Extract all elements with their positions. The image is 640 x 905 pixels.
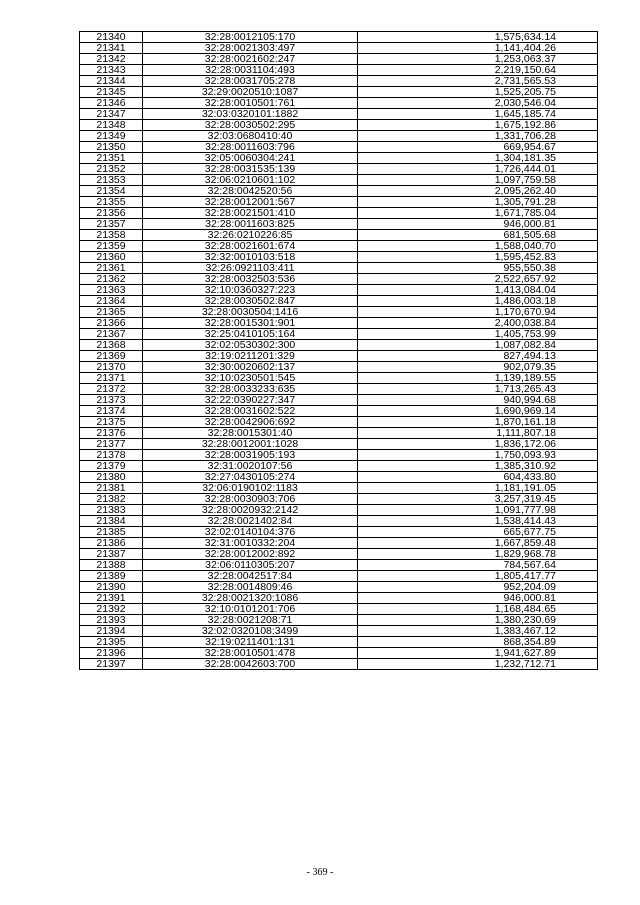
table-row [80,76,598,87]
cadastral-number-cell: 32:26:0921103:411 [143,263,358,274]
table-row [80,340,598,351]
amount-cell: 2,400,038.84 [358,318,598,329]
amount-cell: 1,087,082.84 [358,340,598,351]
cadastral-number-cell: 32:28:0015301:40 [143,428,358,439]
row-number-cell: 21349 [80,131,143,142]
table-row [80,626,598,637]
amount-cell: 2,731,565.53 [358,76,598,87]
row-number-cell: 21394 [80,626,143,637]
cadastral-number-cell: 32:10:0360327:223 [143,285,358,296]
row-number-cell: 21362 [80,274,143,285]
table-row [80,549,598,560]
table-row [80,604,598,615]
cadastral-number-cell: 32:27:0430105:274 [143,472,358,483]
row-number-cell: 21373 [80,395,143,406]
row-number-cell: 21391 [80,593,143,604]
row-number-cell: 21366 [80,318,143,329]
table-row [80,131,598,142]
row-number-cell: 21365 [80,307,143,318]
row-number-cell: 21356 [80,208,143,219]
cadastral-number-cell: 32:28:0021208:71 [143,615,358,626]
amount-cell: 1,383,467.12 [358,626,598,637]
cadastral-number-cell: 32:28:0021303:497 [143,43,358,54]
table-row [80,263,598,274]
cadastral-number-cell: 32:28:0030502:295 [143,120,358,131]
table-row [80,560,598,571]
amount-cell: 1,170,670.94 [358,307,598,318]
row-number-cell: 21378 [80,450,143,461]
table-row [80,483,598,494]
amount-cell: 1,097,759.58 [358,175,598,186]
row-number-cell: 21388 [80,560,143,571]
row-number-cell: 21371 [80,373,143,384]
table-row [80,197,598,208]
amount-cell: 1,805,417.77 [358,571,598,582]
row-number-cell: 21359 [80,241,143,252]
cadastral-number-cell: 32:06:0210601:102 [143,175,358,186]
amount-cell: 827,494.13 [358,351,598,362]
table-row [80,307,598,318]
row-number-cell: 21367 [80,329,143,340]
amount-cell: 1,595,452.83 [358,252,598,263]
cadastral-number-cell: 32:10:0101201:706 [143,604,358,615]
cadastral-number-cell: 32:28:0042603:700 [143,659,358,670]
table-row [80,252,598,263]
cadastral-number-cell: 32:28:0032503:536 [143,274,358,285]
table-row [80,648,598,659]
cadastral-number-cell: 32:28:0021602:247 [143,54,358,65]
cadastral-number-cell: 32:30:0020602:137 [143,362,358,373]
table-row [80,208,598,219]
cadastral-number-cell: 32:28:0030903:706 [143,494,358,505]
cadastral-number-cell: 32:28:0031602:522 [143,406,358,417]
amount-cell: 2,095,262.40 [358,186,598,197]
amount-cell: 1,829,968.78 [358,549,598,560]
row-number-cell: 21355 [80,197,143,208]
amount-cell: 946,000.81 [358,593,598,604]
cadastral-number-cell: 32:28:0015301:901 [143,318,358,329]
table-row [80,659,598,670]
table-row [80,582,598,593]
cadastral-number-cell: 32:31:0020107:56 [143,461,358,472]
amount-cell: 1,253,063.37 [358,54,598,65]
table-row [80,175,598,186]
cadastral-number-cell: 32:28:0012001:567 [143,197,358,208]
table-row [80,362,598,373]
row-number-cell: 21396 [80,648,143,659]
amount-cell: 1,836,172.06 [358,439,598,450]
amount-cell: 1,538,414.43 [358,516,598,527]
row-number-cell: 21342 [80,54,143,65]
amount-cell: 1,380,230.69 [358,615,598,626]
amount-cell: 3,257,319.45 [358,494,598,505]
table-row [80,153,598,164]
amount-cell: 1,486,003.18 [358,296,598,307]
table-row [80,428,598,439]
row-number-cell: 21376 [80,428,143,439]
cadastral-number-cell: 32:28:0030502:847 [143,296,358,307]
row-number-cell: 21348 [80,120,143,131]
table-row [80,538,598,549]
row-number-cell: 21377 [80,439,143,450]
amount-cell: 1,588,040.70 [358,241,598,252]
amount-cell: 2,030,546.04 [358,98,598,109]
cadastral-number-cell: 32:06:0190102:1183 [143,483,358,494]
cadastral-number-cell: 32:28:0042520:56 [143,186,358,197]
table-row [80,65,598,76]
amount-cell: 1,690,969.14 [358,406,598,417]
table-row [80,461,598,472]
row-number-cell: 21370 [80,362,143,373]
cadastral-number-cell: 32:28:0021402:84 [143,516,358,527]
table-row [80,32,598,43]
row-number-cell: 21341 [80,43,143,54]
table-row [80,450,598,461]
cadastral-number-cell: 32:28:0010501:478 [143,648,358,659]
table-row [80,373,598,384]
row-number-cell: 21385 [80,527,143,538]
cadastral-number-cell: 32:28:0010501:761 [143,98,358,109]
table-row [80,406,598,417]
cadastral-number-cell: 32:02:0530302:300 [143,340,358,351]
amount-cell: 1,667,859.48 [358,538,598,549]
amount-cell: 955,550.38 [358,263,598,274]
row-number-cell: 21397 [80,659,143,670]
amount-cell: 1,232,712.71 [358,659,598,670]
row-number-cell: 21351 [80,153,143,164]
table-row [80,109,598,120]
row-number-cell: 21363 [80,285,143,296]
cadastral-number-cell: 32:31:0010332:204 [143,538,358,549]
row-number-cell: 21386 [80,538,143,549]
amount-cell: 669,954.67 [358,142,598,153]
amount-cell: 1,870,161.18 [358,417,598,428]
table-row [80,593,598,604]
table-row [80,285,598,296]
cadastral-number-cell: 32:03:0320101:1882 [143,109,358,120]
table-row [80,417,598,428]
row-number-cell: 21358 [80,230,143,241]
cadastral-number-cell: 32:25:0410105:164 [143,329,358,340]
row-number-cell: 21395 [80,637,143,648]
amount-cell: 1,726,444.01 [358,164,598,175]
cadastral-number-cell: 32:28:0030504:1416 [143,307,358,318]
amount-cell: 902,079.35 [358,362,598,373]
table-row [80,87,598,98]
cadastral-number-cell: 32:28:0042517:84 [143,571,358,582]
row-number-cell: 21390 [80,582,143,593]
table-row [80,219,598,230]
table-row [80,472,598,483]
amount-cell: 1,111,807.18 [358,428,598,439]
cadastral-number-cell: 32:22:0390227:347 [143,395,358,406]
table-row [80,120,598,131]
row-number-cell: 21387 [80,549,143,560]
amount-cell: 1,181,191.05 [358,483,598,494]
amount-cell: 1,141,404.26 [358,43,598,54]
amount-cell: 665,677.75 [358,527,598,538]
cadastral-number-cell: 32:28:0031535:139 [143,164,358,175]
row-number-cell: 21380 [80,472,143,483]
row-number-cell: 21381 [80,483,143,494]
amount-cell: 681,505.68 [358,230,598,241]
row-number-cell: 21392 [80,604,143,615]
cadastral-number-cell: 32:28:0042906:692 [143,417,358,428]
table-row [80,274,598,285]
table-row [80,395,598,406]
amount-cell: 604,433.80 [358,472,598,483]
table-row [80,571,598,582]
amount-cell: 1,405,753.99 [358,329,598,340]
amount-cell: 1,941,627.89 [358,648,598,659]
cadastral-number-cell: 32:28:0012001:1028 [143,439,358,450]
table-row [80,637,598,648]
table-row [80,439,598,450]
table-row [80,527,598,538]
cadastral-number-cell: 32:05:0060304:241 [143,153,358,164]
table-row [80,494,598,505]
amount-cell: 1,139,189.55 [358,373,598,384]
table-row [80,318,598,329]
table-row [80,43,598,54]
amount-cell: 946,000.81 [358,219,598,230]
amount-cell: 2,219,150.64 [358,65,598,76]
row-number-cell: 21350 [80,142,143,153]
row-number-cell: 21372 [80,384,143,395]
amount-cell: 1,713,265.43 [358,384,598,395]
table-row [80,615,598,626]
table-body [80,32,598,670]
cadastral-number-cell: 32:28:0020932:2142 [143,505,358,516]
cadastral-number-cell: 32:28:0012105:170 [143,32,358,43]
amount-cell: 1,305,791.28 [358,197,598,208]
property-value-table [79,31,598,670]
table-row [80,98,598,109]
row-number-cell: 21389 [80,571,143,582]
row-number-cell: 21361 [80,263,143,274]
row-number-cell: 21364 [80,296,143,307]
row-number-cell: 21353 [80,175,143,186]
amount-cell: 1,385,310.92 [358,461,598,472]
cadastral-number-cell: 32:28:0033233:635 [143,384,358,395]
cadastral-number-cell: 32:28:0031905:193 [143,450,358,461]
amount-cell: 1,091,777.98 [358,505,598,516]
cadastral-number-cell: 32:06:0110305:207 [143,560,358,571]
amount-cell: 1,575,634.14 [358,32,598,43]
cadastral-number-cell: 32:02:0140104:376 [143,527,358,538]
table-row [80,230,598,241]
cadastral-number-cell: 32:28:0011603:796 [143,142,358,153]
cadastral-number-cell: 32:10:0230501:545 [143,373,358,384]
cadastral-number-cell: 32:29:0020510:1087 [143,87,358,98]
cadastral-number-cell: 32:02:0320108:3499 [143,626,358,637]
row-number-cell: 21369 [80,351,143,362]
amount-cell: 940,994.68 [358,395,598,406]
row-number-cell: 21346 [80,98,143,109]
amount-cell: 1,168,484.65 [358,604,598,615]
cadastral-number-cell: 32:03:0680410:40 [143,131,358,142]
row-number-cell: 21384 [80,516,143,527]
row-number-cell: 21375 [80,417,143,428]
row-number-cell: 21379 [80,461,143,472]
row-number-cell: 21383 [80,505,143,516]
cadastral-number-cell: 32:28:0021501:410 [143,208,358,219]
row-number-cell: 21354 [80,186,143,197]
row-number-cell: 21352 [80,164,143,175]
cadastral-number-cell: 32:28:0011603:825 [143,219,358,230]
cadastral-number-cell: 32:19:0211401:131 [143,637,358,648]
table-row [80,142,598,153]
amount-cell: 1,671,785.04 [358,208,598,219]
row-number-cell: 21345 [80,87,143,98]
table-row [80,164,598,175]
table-row [80,186,598,197]
amount-cell: 1,413,084.04 [358,285,598,296]
row-number-cell: 21344 [80,76,143,87]
row-number-cell: 21393 [80,615,143,626]
amount-cell: 1,645,185.74 [358,109,598,120]
table-row [80,516,598,527]
cadastral-number-cell: 32:28:0012002:892 [143,549,358,560]
page-number: - 369 - [306,867,334,878]
row-number-cell: 21347 [80,109,143,120]
table-row [80,296,598,307]
cadastral-number-cell: 32:28:0021320:1086 [143,593,358,604]
row-number-cell: 21368 [80,340,143,351]
cadastral-number-cell: 32:28:0014809:46 [143,582,358,593]
amount-cell: 1,304,181.35 [358,153,598,164]
cadastral-number-cell: 32:26:0210226:85 [143,230,358,241]
amount-cell: 952,204.09 [358,582,598,593]
row-number-cell: 21340 [80,32,143,43]
table-row [80,505,598,516]
amount-cell: 868,354.89 [358,637,598,648]
cadastral-number-cell: 32:19:0211201:329 [143,351,358,362]
table-row [80,351,598,362]
amount-cell: 1,525,205.75 [358,87,598,98]
row-number-cell: 21343 [80,65,143,76]
cadastral-number-cell: 32:28:0031104:493 [143,65,358,76]
cadastral-number-cell: 32:32:0010103:518 [143,252,358,263]
table-row [80,54,598,65]
cadastral-number-cell: 32:28:0031705:278 [143,76,358,87]
amount-cell: 1,750,093.93 [358,450,598,461]
table-row [80,241,598,252]
cadastral-number-cell: 32:28:0021601:674 [143,241,358,252]
table-row [80,384,598,395]
amount-cell: 1,675,192.86 [358,120,598,131]
row-number-cell: 21382 [80,494,143,505]
amount-cell: 2,522,657.92 [358,274,598,285]
row-number-cell: 21360 [80,252,143,263]
row-number-cell: 21357 [80,219,143,230]
amount-cell: 784,567.64 [358,560,598,571]
row-number-cell: 21374 [80,406,143,417]
table-row [80,329,598,340]
amount-cell: 1,331,706.28 [358,131,598,142]
